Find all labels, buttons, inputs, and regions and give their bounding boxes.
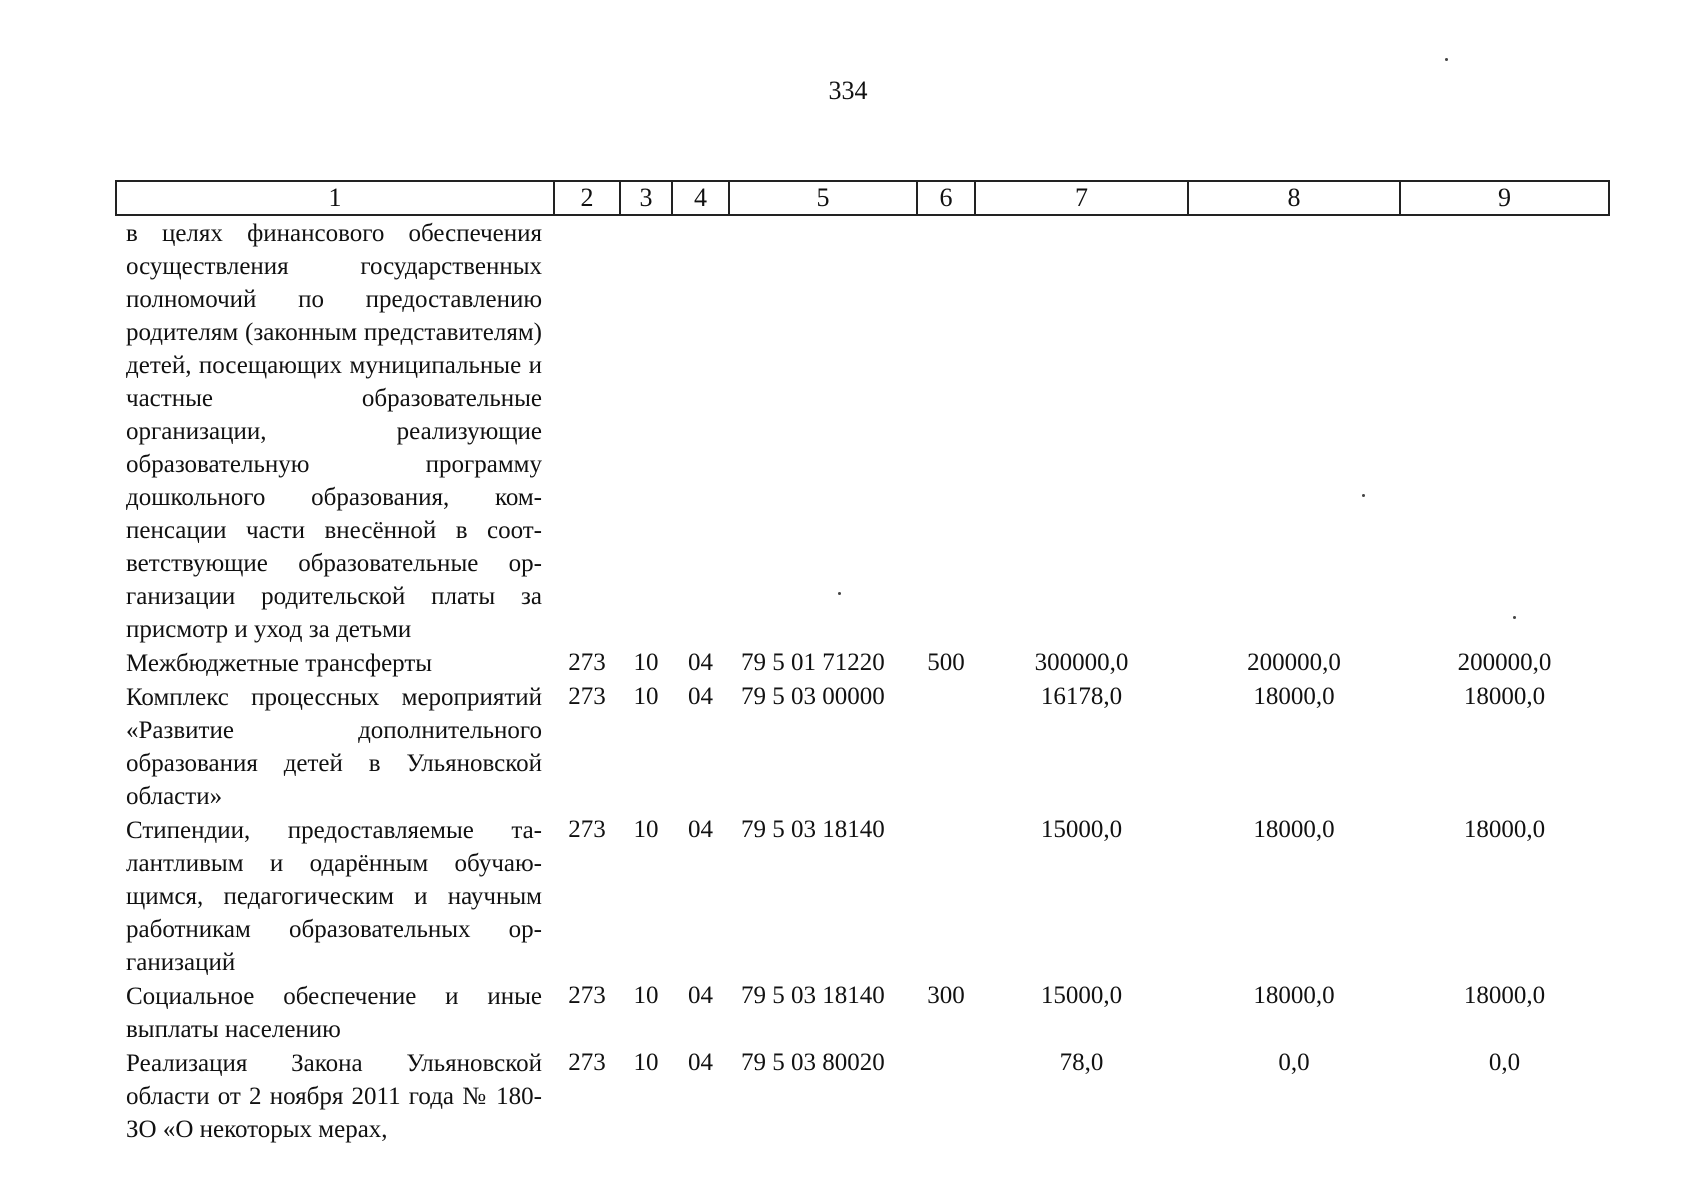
header-col-2: 2: [554, 181, 620, 215]
row-target-article: 79 5 03 18140: [741, 816, 885, 843]
row-amount-col7: 15000,0: [1040, 816, 1123, 843]
header-col-7: 7: [975, 181, 1188, 215]
row-description: в целях финансового обеспечения осуществления государственных полномочий по предоставлению родителям (законным представителям) детей, посещающих муниципальные и частные образовательные организации, реализующие образовательную программу дошкольного образования, компенсации части внесённой в соответствующие образовательные организации родительской платы за присмотр и уход за детьми: [126, 220, 542, 643]
row-amount-col8: [1188, 215, 1400, 646]
row-section: 10: [633, 683, 659, 710]
row-subsection: 04: [688, 982, 713, 1009]
row-subsection: 04: [688, 649, 713, 676]
row-expense-type: [917, 680, 975, 813]
scan-speck: [1362, 494, 1365, 497]
table-row: [116, 979, 1609, 1046]
row-expense-type: [917, 1046, 975, 1146]
table-row: [116, 1046, 1609, 1146]
table-header: [116, 181, 1609, 215]
row-amount-col7: 16178,0: [1040, 683, 1123, 710]
row-amount-col9: 200000,0: [1457, 649, 1552, 676]
row-subsection: 04: [688, 683, 713, 710]
row-amount-col7: 15000,0: [1040, 982, 1123, 1009]
row-admin-code: [554, 215, 620, 646]
row-description: Реализация Закона Ульяновской области от 2 ноября 2011 года № 180-ЗО «О некоторых мерах,: [126, 1050, 542, 1143]
row-amount-col8: 0,0: [1278, 1049, 1310, 1076]
row-section: 10: [633, 1049, 659, 1076]
header-row: [116, 181, 1609, 215]
row-amount-col9: 18000,0: [1463, 683, 1546, 710]
row-admin-code: 273: [568, 982, 606, 1009]
scan-speck: [838, 592, 841, 595]
row-amount-col8: 18000,0: [1253, 816, 1335, 843]
row-amount-col9: 18000,0: [1463, 816, 1546, 843]
table-row: [116, 215, 1609, 646]
row-section: 10: [633, 816, 659, 843]
scan-speck: [1513, 616, 1516, 619]
row-amount-col7: [975, 215, 1188, 646]
row-amount-col9: 0,0: [1488, 1049, 1521, 1076]
header-col-4: 4: [672, 181, 729, 215]
row-admin-code: 273: [568, 683, 606, 710]
row-description: Социальное обеспечение и иные выплаты населению: [126, 983, 542, 1043]
row-amount-col9: 18000,0: [1463, 982, 1546, 1009]
row-expense-type: 500: [927, 649, 965, 676]
table-row: [116, 813, 1609, 979]
table-body: [116, 215, 1609, 1146]
header-col-6: 6: [917, 181, 975, 215]
row-expense-type: [917, 215, 975, 646]
row-subsection: [672, 215, 729, 646]
row-amount-col7: 300000,0: [1034, 649, 1129, 676]
row-description: Комплекс процессных мероприятий «Развитие дополнительного образования детей в Ульяновской области»: [126, 684, 542, 810]
row-target-article: 79 5 03 18140: [741, 982, 885, 1009]
row-admin-code: 273: [568, 649, 606, 676]
row-amount-col9: [1400, 215, 1609, 646]
row-subsection: 04: [688, 1049, 713, 1076]
row-amount-col7: 78,0: [1059, 1049, 1104, 1076]
header-col-1: 1: [116, 181, 554, 215]
row-section: 10: [633, 982, 659, 1009]
row-expense-type: 300: [927, 982, 965, 1009]
row-section: 10: [633, 649, 659, 676]
row-target-article: 79 5 03 80020: [741, 1049, 885, 1076]
row-amount-col8: 200000,0: [1247, 649, 1341, 676]
row-description: Стипендии, предоставляемые талантливым и одарённым обучающимся, педагогическим и научным работникам образовательных организаций: [126, 817, 542, 976]
header-col-8: 8: [1188, 181, 1400, 215]
row-admin-code: 273: [568, 816, 606, 843]
row-section: [620, 215, 672, 646]
page-number: 334: [828, 76, 868, 105]
row-amount-col8: 18000,0: [1253, 683, 1335, 710]
row-expense-type: [917, 813, 975, 979]
header-col-3: 3: [620, 181, 672, 215]
header-col-9: 9: [1400, 181, 1609, 215]
header-col-5: 5: [729, 181, 917, 215]
row-target-article: 79 5 01 71220: [741, 649, 885, 676]
row-target-article: [729, 215, 917, 646]
row-target-article: 79 5 03 00000: [741, 683, 885, 710]
row-subsection: 04: [688, 816, 713, 843]
table-row: [116, 680, 1609, 813]
row-admin-code: 273: [568, 1049, 606, 1076]
row-amount-col8: 18000,0: [1253, 982, 1335, 1009]
scan-speck: [1445, 58, 1448, 61]
budget-table: [115, 180, 1610, 1146]
row-description: Межбюджетные трансферты: [126, 650, 433, 677]
table-row: [116, 646, 1609, 680]
